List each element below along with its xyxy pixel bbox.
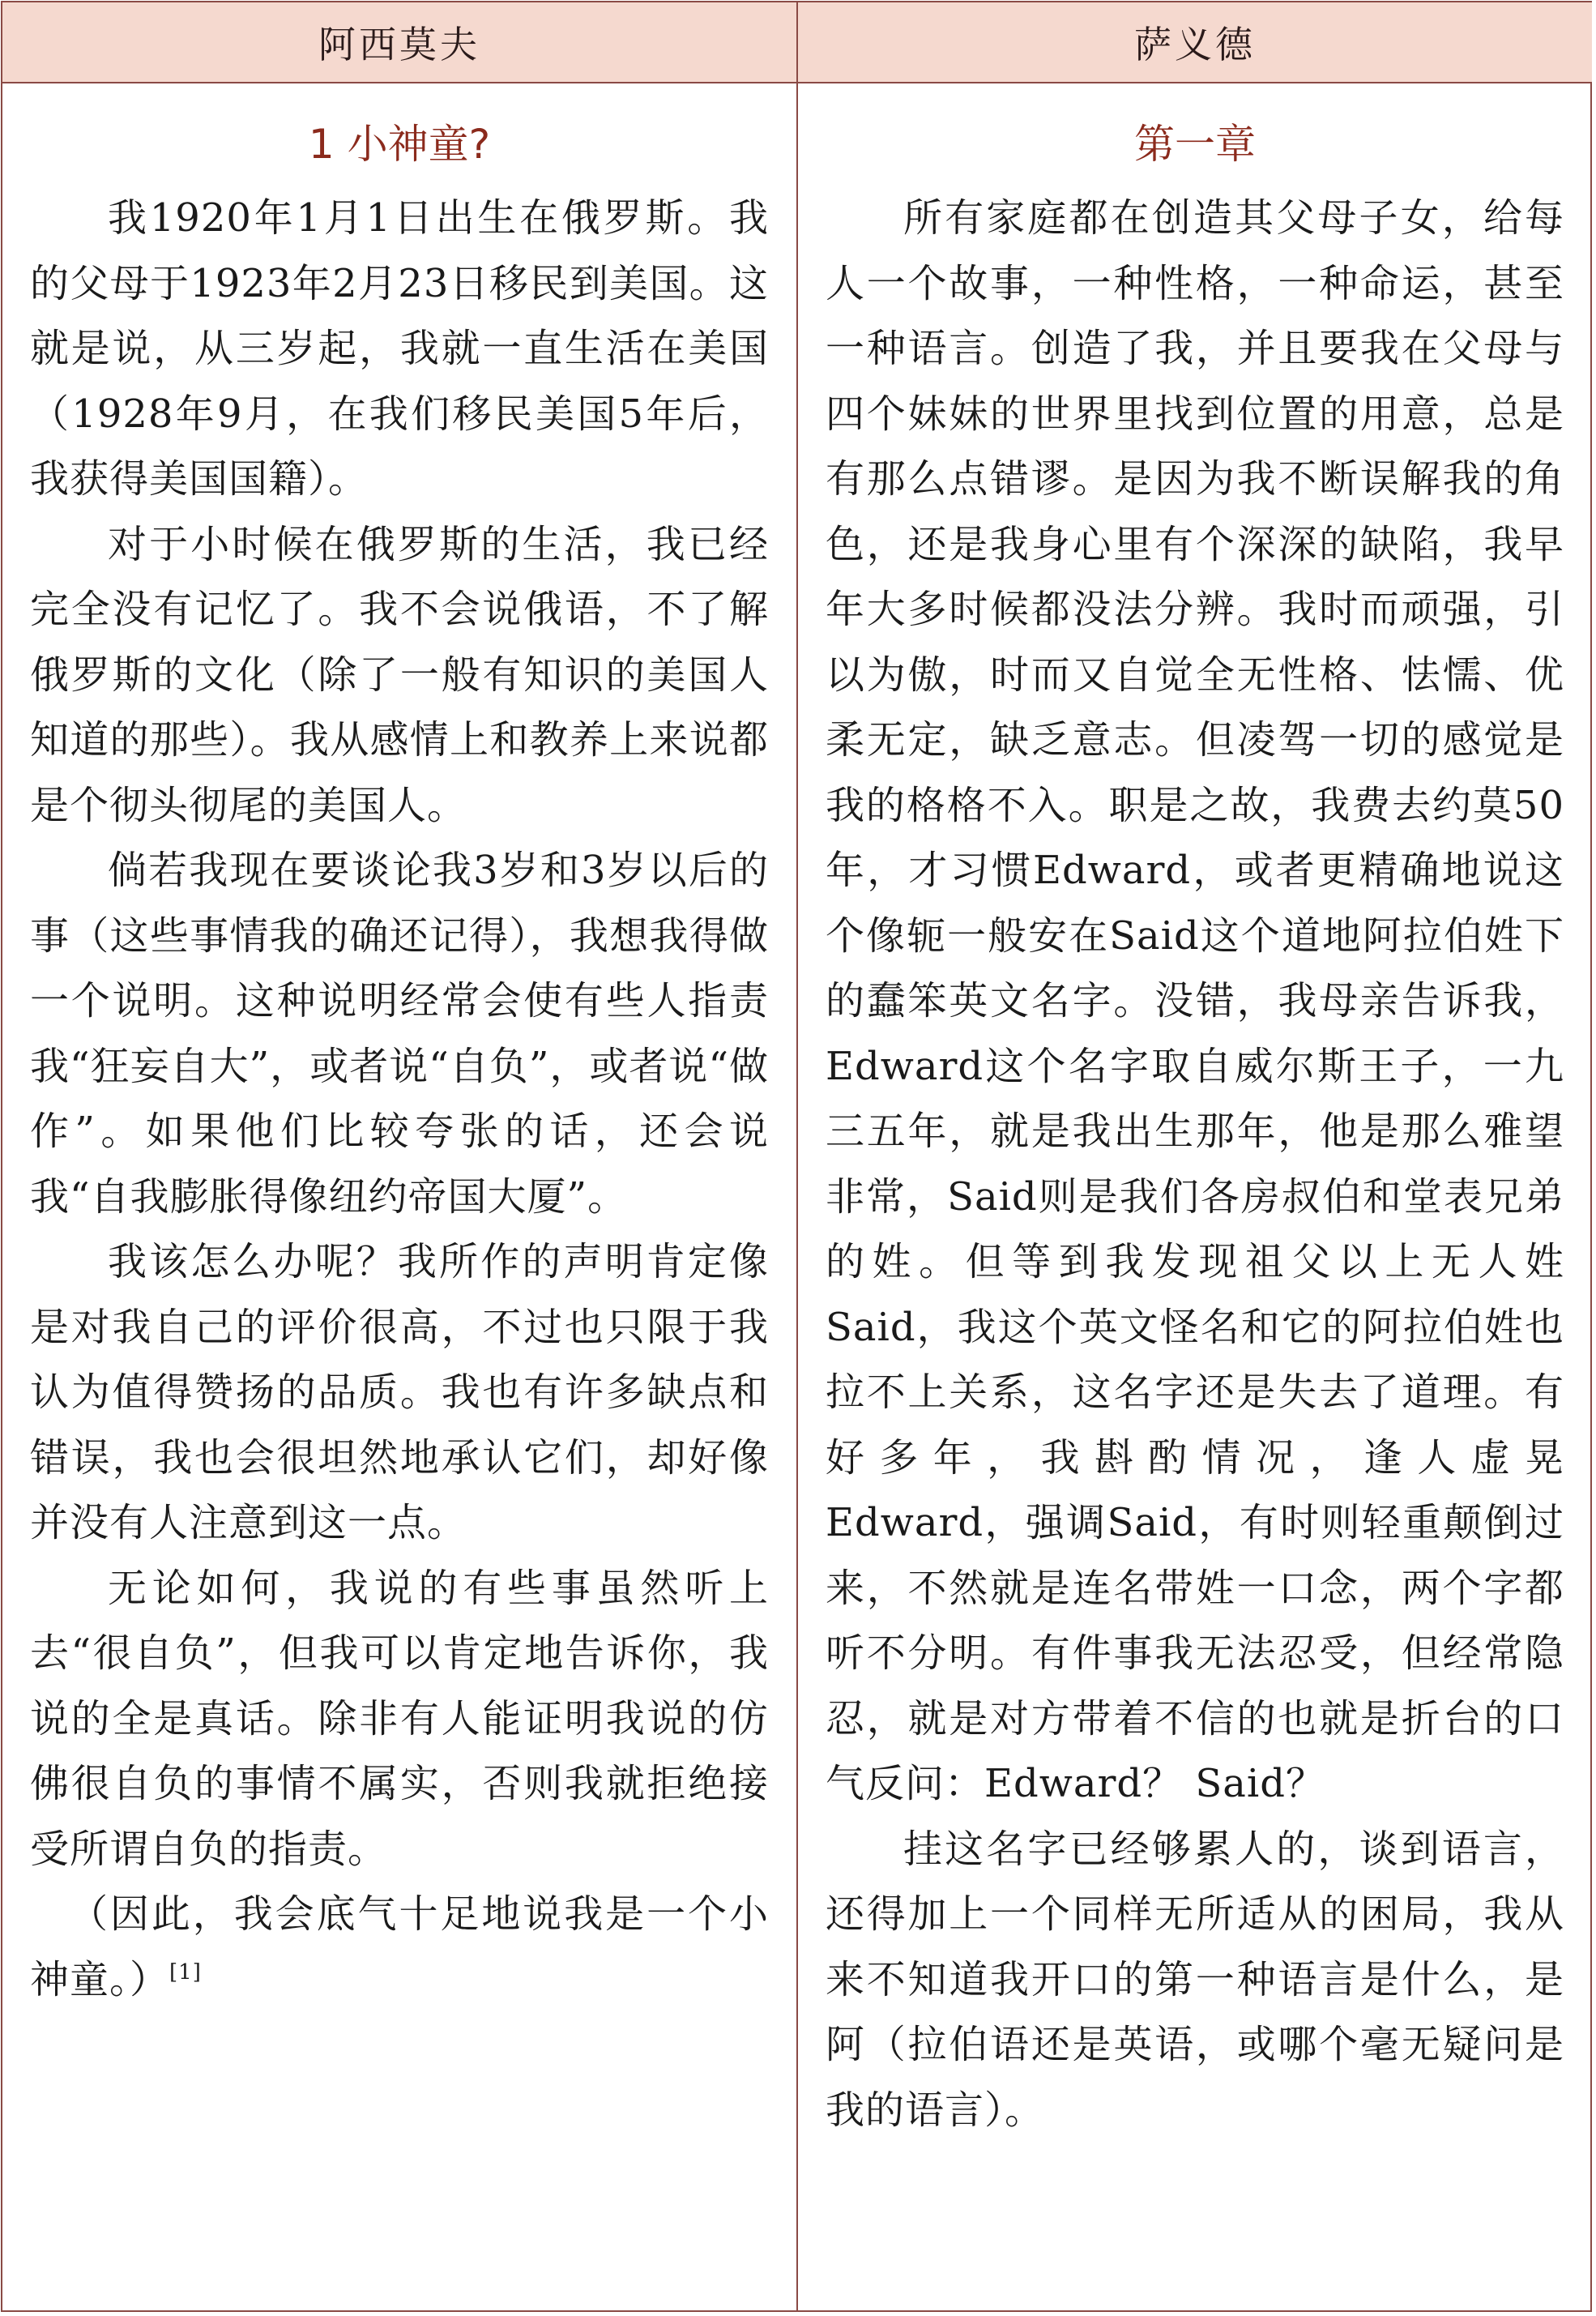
paragraph: 对于小时候在俄罗斯的生活，我已经完全没有记忆了。我不会说俄语，不了解俄罗斯的文化（除了一般有知识的美国人知道的那些）。我从感情上和教养上来说都是个彻头彻尾的美国人。 xyxy=(30,521,769,828)
column-header-said: 萨义德 xyxy=(798,2,1592,83)
column-header-asimov: 阿西莫夫 xyxy=(2,2,798,83)
chapter-title: 1 小神童? xyxy=(308,121,491,168)
paragraph: 我1920年1月1日出生在俄罗斯。我的父母于1923年2月23日移民到美国。这就是说，从三岁起，我就一直生活在美国（1928年9月，在我们移民美国5年后，我获得美国国籍）。 xyxy=(30,195,769,502)
paragraph: 挂这名字已经够累人的，谈到语言，还得加上一个同样无所适从的困局，我从来不知道我开口的第一种语言是什么，是阿（拉伯语还是英语，或哪个毫无疑问是我的语言）。 xyxy=(826,1826,1564,2133)
chapter-title: 第一章 xyxy=(1134,121,1256,168)
column-body-said xyxy=(798,83,1592,2310)
paragraph: 我该怎么办呢？我所作的声明肯定像是对我自己的评价很高，不过也只限于我认为值得赞扬的品质。我也有许多缺点和错误，我也会很坦然地承认它们，却好像并没有人注意到这一点。 xyxy=(30,1239,769,1545)
comparison-table xyxy=(1,1,1592,2312)
paragraph: 无论如何，我说的有些事虽然听上去“很自负”，但我可以肯定地告诉你，我说的全是真话。除非有人能证明我说的仿佛很自负的事情不属实，否则我就拒绝接受所谓自负的指责。 xyxy=(30,1565,769,1872)
footnote-reference[interactable]: [1] xyxy=(169,1959,202,1985)
paragraph: 倘若我现在要谈论我3岁和3岁以后的事（这些事情我的确还记得），我想我得做一个说明。这种说明经常会使有些人指责我“狂妄自大”，或者说“自负”，或者说“做作”。如果他们比较夸张的话，还会说我“自我膨胀得像纽约帝国大厦”。 xyxy=(30,848,769,1220)
closing-paragraph-text: （因此，我会底气十足地说我是一个小神童。） xyxy=(30,1891,769,2002)
closing-paragraph xyxy=(30,1882,769,2012)
paragraph: 所有家庭都在创造其父母子女，给每人一个故事，一种性格，一种命运，甚至一种语言。创造了我，并且要我在父母与四个妹妹的世界里找到位置的用意，总是有那么点错谬。是因为我不断误解我的角色，还是我身心里有个深深的缺陷，我早年大多时候都没法分辨。我时而顽强，引以为傲，时而又自觉全无性格、怯懦、优柔无定，缺乏意志。但凌驾一切的感觉是我的格格不入。职是之故，我费去约莫50年，才习惯Edward，或者更精确地说这个像轭一般安在Said这个道地阿拉伯姓下的蠢笨英文名字。没错，我母亲告诉我，Edward这个名字取自威尔斯王子，一九三五年，就是我出生那年，他是那么雅望非常，Said则是我们各房叔伯和堂表兄弟的姓。但等到我发现祖父以上无人姓Said，我这个英文怪名和它的阿拉伯姓也拉不上关系，这名字还是失去了道理。有好多年，我斟酌情况，逢人虚晃Edward，强调Said，有时则轻重颠倒过来，不然就是连名带姓一口念，两个字都听不分明。有件事我无法忍受，但经常隐忍，就是对方带着不信的也就是折台的口气反问：Edward？ Said？ xyxy=(826,195,1564,1806)
column-body-asimov xyxy=(2,83,798,2310)
